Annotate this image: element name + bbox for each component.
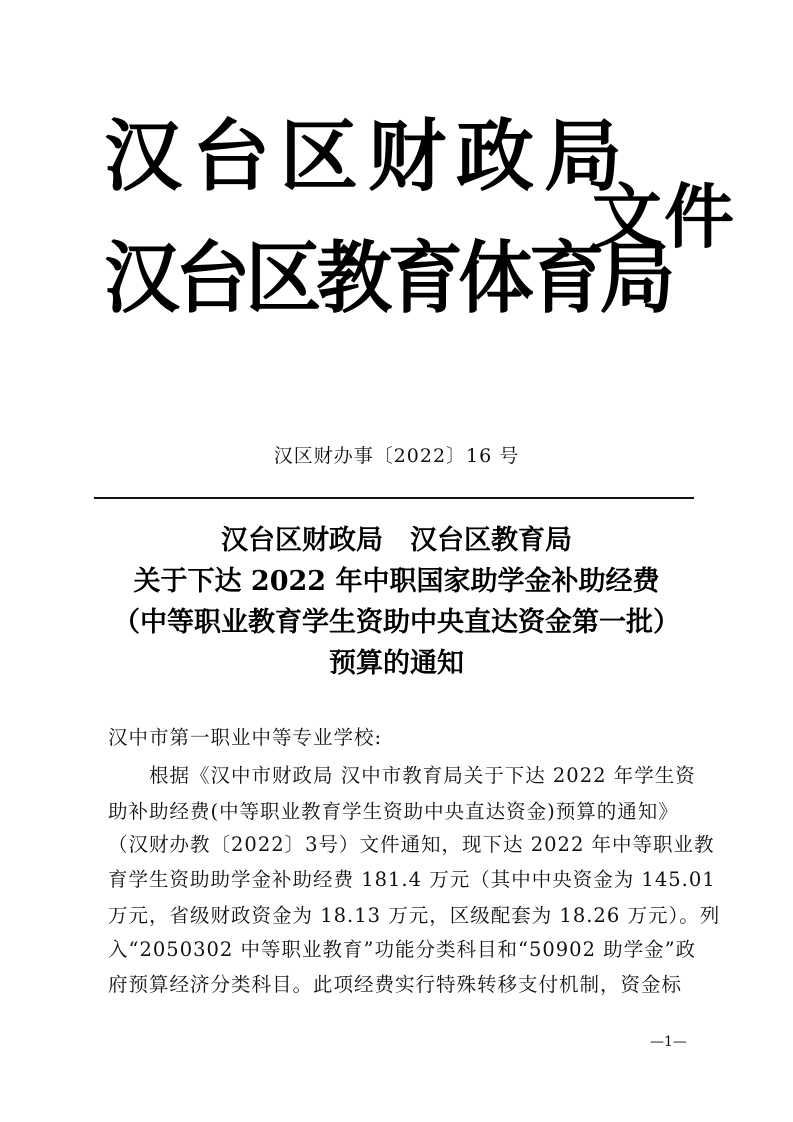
title-line: 汉台区财政局 汉台区教育局 <box>221 525 572 556</box>
issuer-education-bureau: 汉台区教育体育局 <box>104 234 671 324</box>
document-title <box>0 520 793 684</box>
issuer-finance-bureau: 汉台区财政局 <box>104 112 633 202</box>
body-line: （汉财办教〔2022〕3号）文件通知，现下达 2022 年中等职业教 <box>108 833 715 856</box>
body-line: 万元，省级财政资金为 18.13 万元，区级配套为 18.26 万元）。列 <box>108 904 721 927</box>
body-line: 育学生资助助学金补助经费 181.4 万元（其中中央资金为 145.01 <box>108 868 716 891</box>
document-type-label: 文件 <box>592 176 736 258</box>
body-line: 入“2050302 中等职业教育”功能分类科目和“50902 助学金”政 <box>108 938 697 961</box>
title-line: （中等职业教育学生资助中央直达资金第一批） <box>113 607 680 638</box>
title-line: 关于下达 2022 年中职国家助学金补助经费 <box>133 566 660 597</box>
salutation: 汉中市第一职业中等专业学校: <box>108 726 383 749</box>
body-line: 根据《汉中市财政局 汉中市教育局关于下达 2022 年学生资 <box>108 764 696 787</box>
body-line: 助补助经费(中等职业教育学生资助中央直达资金)预算的通知》 <box>108 800 679 823</box>
body-line: 府预算经济分类科目。此项经费实行特殊转移支付机制，资金标 <box>108 973 683 996</box>
title-line: 预算的通知 <box>329 648 464 679</box>
header-divider <box>94 497 694 499</box>
document-number: 汉区财办事〔2022〕16 号 <box>273 445 520 467</box>
page-number: —1— <box>650 1034 687 1050</box>
